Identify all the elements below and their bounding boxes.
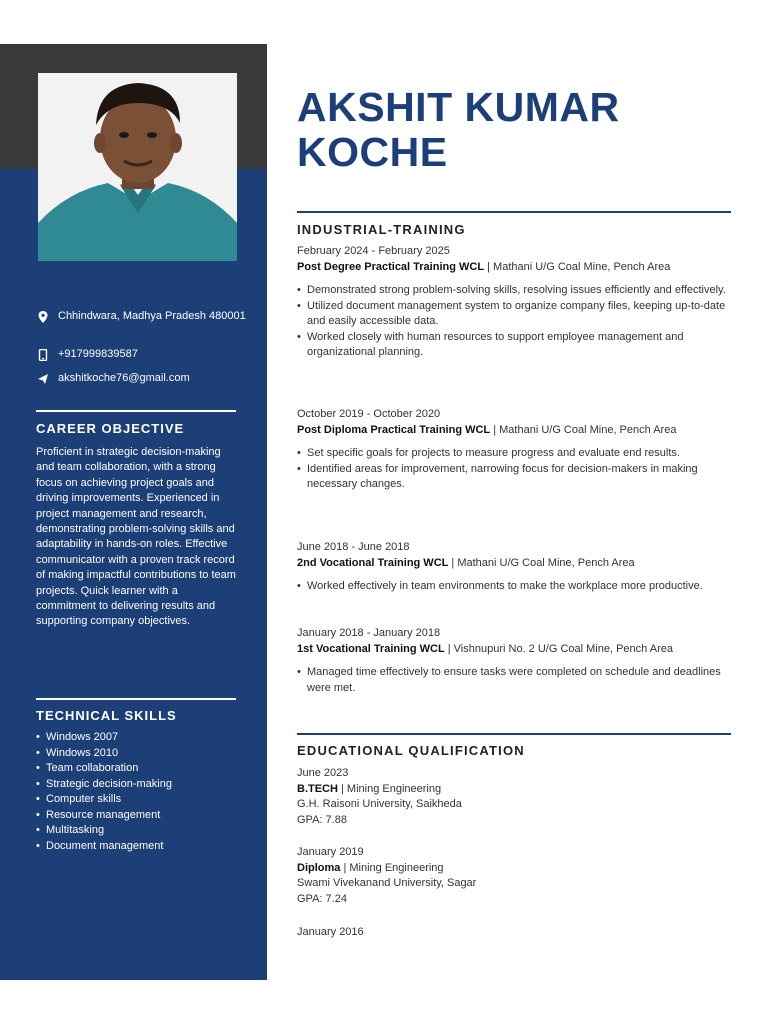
training-entry [297, 626, 729, 696]
sidebar-divider [36, 698, 236, 700]
education-degree-line [297, 782, 729, 798]
training-place: | Mathani U/G Coal Mine, Pench Area [484, 260, 671, 273]
training-entry [297, 540, 729, 595]
education-institution: Swami Vivekanand University, Sagar [297, 877, 477, 889]
training-bullet: • Managed time effectively to ensure tasks were completed on schedule and deadlines were met. [297, 665, 729, 696]
education-field: | Mining Engineering [340, 861, 444, 874]
training-bullet: • Demonstrated strong problem-solving skills, resolving issues efficiently and effectively. [297, 283, 729, 299]
training-place: | Mathani U/G Coal Mine, Pench Area [490, 423, 677, 436]
education-heading: EDUCATIONAL QUALIFICATION [297, 743, 525, 758]
phone-icon [38, 349, 48, 361]
phone-text[interactable]: +917999839587 [58, 348, 138, 360]
contact-location [38, 309, 246, 341]
education-degree: Diploma [297, 861, 341, 874]
education-degree: B.TECH [297, 782, 338, 795]
location-pin-icon [38, 311, 48, 323]
education-date: June 2023 [297, 767, 349, 779]
section-divider [297, 211, 731, 213]
education-degree-line [297, 861, 729, 877]
training-bullet: • Worked effectively in team environments to make the workplace more productive. [297, 579, 729, 595]
skill-item: • Multitasking [36, 823, 172, 839]
skill-item: • Strategic decision-making [36, 777, 172, 793]
training-bullet: • Worked closely with human resources to support employee management and organizational planning. [297, 330, 729, 361]
location-text: Chhindwara, Madhya Pradesh 480001 [58, 310, 246, 322]
training-dates: February 2024 - February 2025 [297, 245, 450, 257]
education-date: January 2019 [297, 846, 364, 858]
training-entry [297, 244, 729, 361]
skill-item: • Resource management [36, 808, 172, 824]
training-title [297, 423, 729, 439]
contact-email [38, 371, 238, 387]
skill-item: • Team collaboration [36, 761, 172, 777]
training-name: 1st Vocational Training WCL [297, 642, 445, 655]
skill-item: • Windows 2010 [36, 746, 172, 762]
education-gpa: GPA: 7.24 [297, 892, 347, 905]
training-entry [297, 407, 729, 493]
skill-item: • Document management [36, 839, 172, 855]
education-field: | Mining Engineering [337, 782, 442, 795]
training-bullet: • Utilized document management system to organize company files, keeping up-to-date and easily accessible data. [297, 299, 729, 330]
skill-item: • Computer skills [36, 792, 172, 808]
sidebar-divider [36, 410, 236, 412]
training-name: Post Diploma Practical Training WCL [297, 423, 491, 436]
training-bullets [297, 446, 729, 493]
training-title [297, 556, 729, 572]
training-bullets [297, 579, 729, 595]
education-institution: G.H. Raisoni University, Saikheda [297, 798, 462, 810]
send-icon [38, 373, 48, 385]
career-objective-heading: CAREER OBJECTIVE [36, 421, 185, 436]
technical-skills-heading: TECHNICAL SKILLS [36, 708, 177, 723]
education-date: January 2016 [297, 926, 364, 938]
career-objective-text: Proficient in strategic decision-making and team collaboration, with a strong focus on achieving project goals and driving improvements. Experienced in project management and research, demonstrating problem-solving skills and adaptability in hands-on roles. Effective communicator with a proven track record of making impactful contributions to team projects. Quick learner with a commitment to delivering results and supporting company objectives. [36, 446, 236, 628]
training-name: 2nd Vocational Training WCL [297, 556, 449, 569]
industrial-training-heading: INDUSTRIAL-TRAINING [297, 222, 466, 237]
candidate-name: AKSHIT KUMAR KOCHE [297, 84, 620, 175]
section-divider [297, 733, 731, 735]
training-bullet: • Identified areas for improvement, narrowing focus for decision-makers in making necessary changes. [297, 462, 729, 493]
training-dates: June 2018 - June 2018 [297, 541, 410, 553]
skill-item: • Windows 2007 [36, 730, 172, 746]
education-entry [297, 845, 729, 907]
skills-list [36, 730, 172, 854]
contact-phone [38, 347, 238, 363]
profile-photo [38, 73, 237, 261]
email-link[interactable]: akshitkoche76@gmail.com [58, 372, 190, 384]
training-place: | Mathani U/G Coal Mine, Pench Area [448, 556, 635, 569]
training-dates: October 2019 - October 2020 [297, 408, 441, 420]
training-title [297, 642, 729, 658]
training-name: Post Degree Practical Training WCL [297, 260, 485, 273]
training-dates: January 2018 - January 2018 [297, 627, 441, 639]
education-entry [297, 925, 729, 941]
training-place: | Vishnupuri No. 2 U/G Coal Mine, Pench Area [444, 642, 673, 655]
training-bullets [297, 665, 729, 696]
training-title [297, 260, 729, 276]
training-bullets [297, 283, 729, 361]
education-entry [297, 766, 729, 828]
education-gpa: GPA: 7.88 [297, 813, 347, 826]
training-bullet: • Set specific goals for projects to measure progress and evaluate end results. [297, 446, 729, 462]
